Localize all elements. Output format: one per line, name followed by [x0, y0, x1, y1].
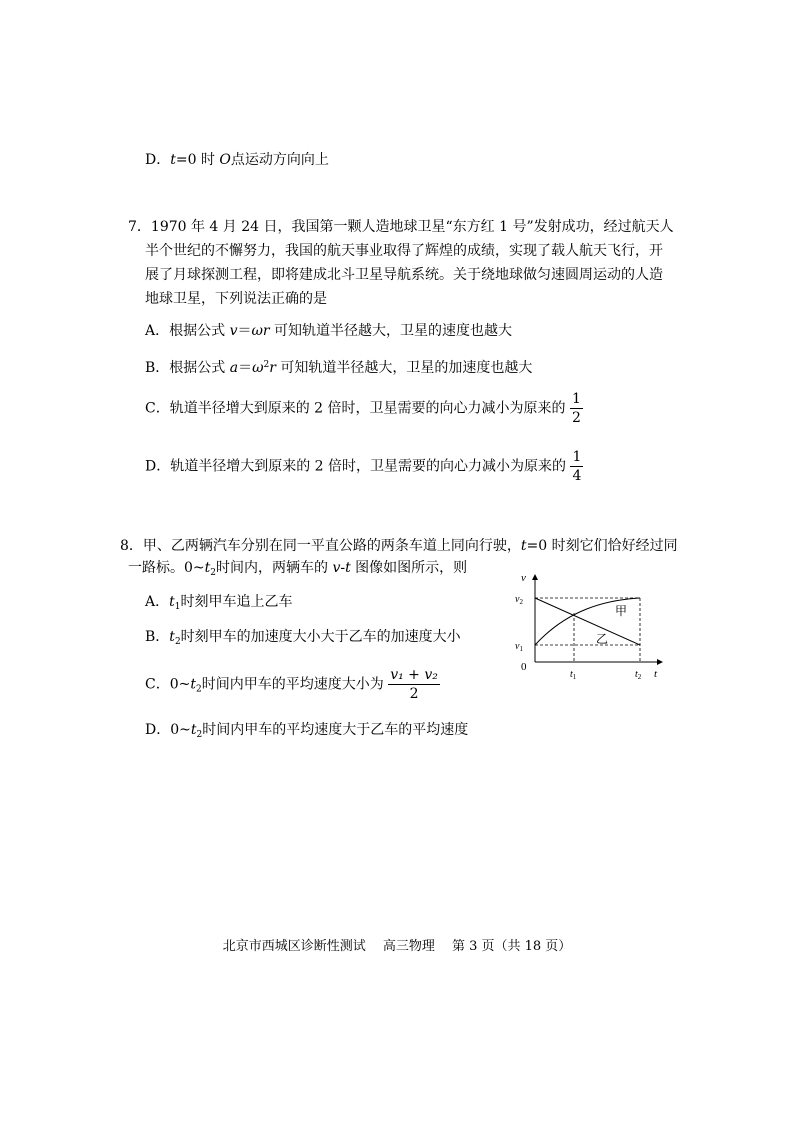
- page-footer: 北京市西城区诊断性测试 高三物理 第 3 页（共 18 页）: [222, 939, 572, 954]
- origin-label: 0: [521, 661, 527, 673]
- axis-label-v: v: [521, 572, 526, 584]
- tick-label-t1: $t_1$: [570, 669, 577, 681]
- vt-graph: [505, 565, 675, 685]
- tick-label-v1: $v_1$: [515, 641, 523, 653]
- q7-option-d: D．轨道半径增大到原来的 2 倍时，卫星需要的向心力减小为原来的 $\frac{1}{4}$: [145, 449, 582, 484]
- q8-option-a: A．$t_1$时刻甲车追上乙车: [145, 594, 293, 612]
- label-jia: 甲: [615, 604, 628, 618]
- q8-stem-line-1: 8．甲、乙两辆汽车分别在同一平直公路的两条车道上同向行驶，t=0 时刻它们恰好经过同: [120, 538, 678, 554]
- q7-option-a: A．根据公式 v＝ωr 可知轨道半径越大，卫星的速度也越大: [145, 323, 513, 339]
- tick-label-t2: $t_2$: [635, 669, 642, 681]
- fraction-one-half: $\frac{1}{2}$: [571, 391, 581, 426]
- q7-option-c: C．轨道半径增大到原来的 2 倍时，卫星需要的向心力减小为原来的 $\frac{1}{2}$: [145, 391, 581, 426]
- q7-stem-line-3: 展了月球探测工程，即将建成北斗卫星导航系统。关于绕地球做匀速圆周运动的人造: [145, 267, 663, 283]
- q8-stem-line-2: 一路标。$0\sim t_2$时间内，两辆车的 v-t 图像如图所示，则: [128, 560, 468, 578]
- q7-option-b: B．根据公式 $a=\omega^2r$ 可知轨道半径越大，卫星的加速度也越大: [145, 360, 533, 376]
- fraction-v1-plus-v2-over-2: $\frac{\text{v₁ + v₂}}{2}$: [390, 667, 438, 702]
- fraction-one-quarter: $\frac{1}{4}$: [572, 449, 582, 484]
- axis-label-t: t: [654, 668, 658, 680]
- label-yi: 乙: [596, 632, 609, 646]
- q7-stem-line-4: 地球卫星，下列说法正确的是: [145, 291, 327, 307]
- q8-option-b: B．$t_2$时刻甲车的加速度大小大于乙车的加速度大小: [145, 629, 461, 647]
- q7-stem-line-2: 半个世纪的不懈努力，我国的航天事业取得了辉煌的成绩，实现了载人航天飞行，开: [145, 243, 663, 259]
- q6-option-d: D．t=0 时 O点运动方向向上: [145, 152, 329, 168]
- q8-option-d: D．$0\sim t_2$时间内甲车的平均速度大于乙车的平均速度: [145, 722, 469, 740]
- q8-option-c: C．$0\sim t_2$时间内甲车的平均速度大小为 $\frac{\text{v₁ + v₂}}{2}$: [145, 667, 438, 702]
- tick-label-v2: $v_2$: [515, 594, 523, 606]
- q7-stem-line-1: 7．1970 年 4 月 24 日，我国第一颗人造地球卫星“东方红 1 号”发射成功，经过航天人: [128, 219, 674, 235]
